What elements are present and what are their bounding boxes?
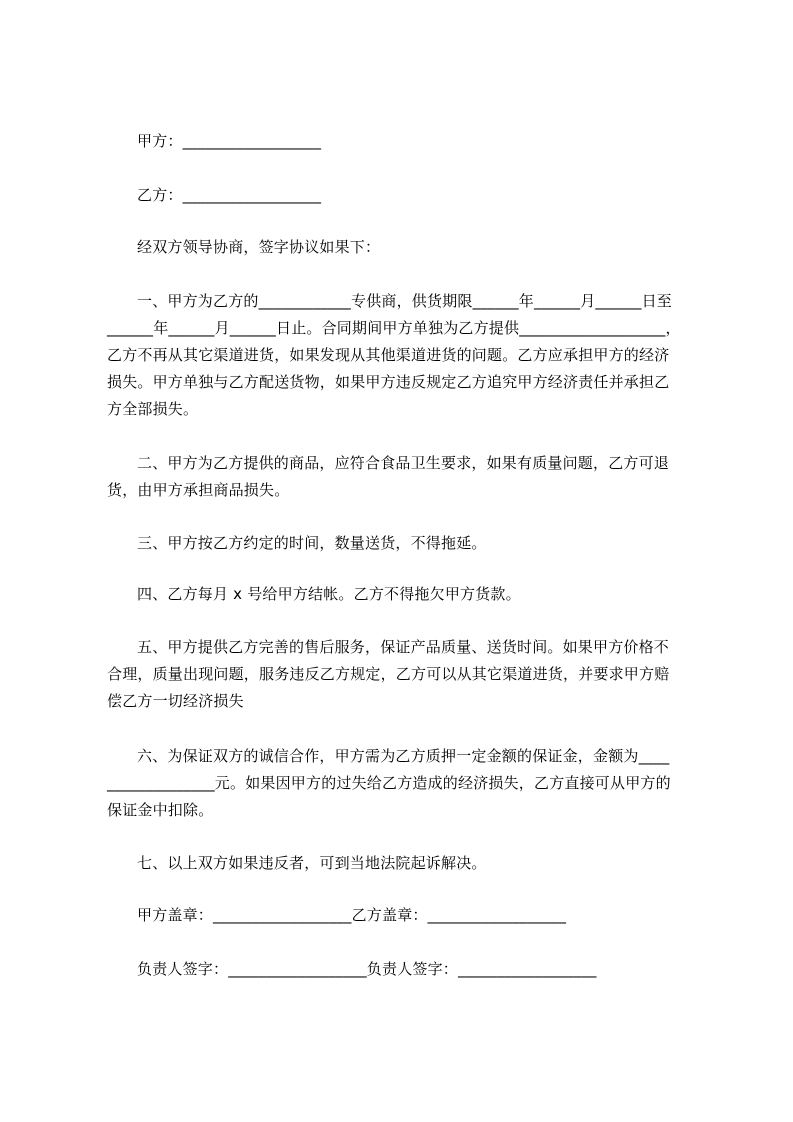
clause-1-line-2: ______年______月______日止。合同期间甲方单独为乙方提供___________________， [107,319,681,337]
party-a-line: 甲方：__________________ [137,132,322,150]
party-b-line: 乙方：__________________ [137,186,322,204]
clause-7: 七、以上双方如果违反者，可到当地法院起诉解决。 [137,854,487,872]
clause-1-line-5: 方全部损失。 [107,400,199,418]
clause-2-line-2: 货，由甲方承担商品损失。 [107,481,290,499]
clause-1-line-1: 一、甲方为乙方的____________专供商，供货期限______年______月______日至 [137,292,673,310]
clause-5-line-3: 偿乙方一切经济损失 [107,692,244,710]
clause-2-line-1: 二、甲方为乙方提供的商品，应符合食品卫生要求，如果有质量问题，乙方可退 [137,454,670,472]
intro-text: 经双方领导协商，签字协议如果下： [137,238,381,256]
clause-6-line-3: 保证金中扣除。 [107,801,214,819]
clause-1-line-4: 损失。甲方单独与乙方配送货物，如果甲方违反规定乙方追究甲方经济责任并承担乙 [107,373,670,391]
seal-line: 甲方盖章：__________________乙方盖章：__________________ [137,906,567,924]
clause-5-line-1: 五、甲方提供乙方完善的售后服务，保证产品质量、送货时间。如果甲方价格不 [137,638,670,656]
signature-line: 负责人签字：__________________负责人签字：__________________ [137,960,597,978]
clause-6-line-1: 六、为保证双方的诚信合作，甲方需为乙方质押一定金额的保证金，金额为____ [137,747,670,765]
clause-4: 四、乙方每月 x 号给甲方结帐。乙方不得拖欠甲方货款。 [137,585,521,603]
clause-6-line-2: ______________元。如果因甲方的过失给乙方造成的经济损失，乙方直接可从甲方的 [107,774,671,792]
clause-3: 三、甲方按乙方约定的时间，数量送货，不得拖延。 [137,534,487,552]
clause-1-line-3: 乙方不再从其它渠道进货，如果发现从其他渠道进货的问题。乙方应承担甲方的经济 [107,346,670,364]
clause-5-line-2: 合理，质量出现问题，服务违反乙方规定，乙方可以从其它渠道进货，并要求甲方赔 [107,665,670,683]
